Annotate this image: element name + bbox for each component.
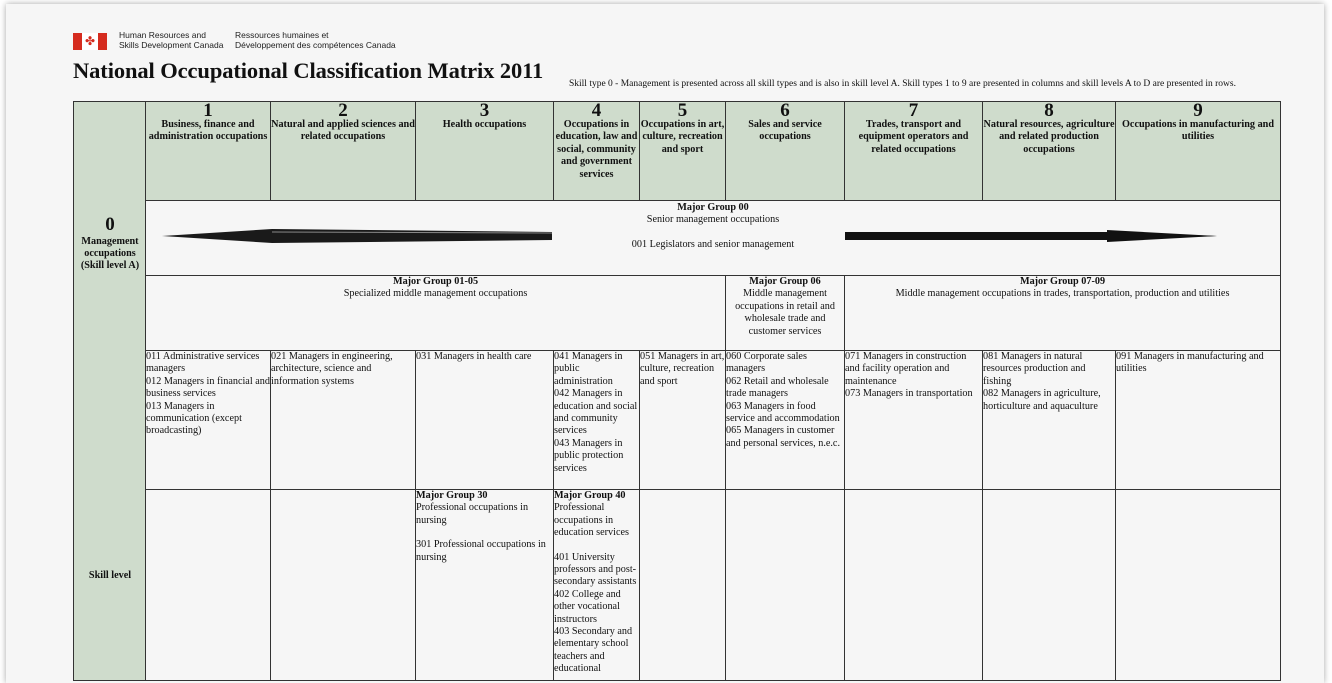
dept-name-en: Human Resources and Skills Development Canada bbox=[119, 30, 224, 50]
unit-groups-col-2: 021 Managers in engineering, architecture, science and information systems bbox=[271, 351, 416, 490]
canada-flag-icon: ✤ bbox=[73, 33, 107, 50]
major-group-00-title: Major Group 00 bbox=[677, 202, 749, 213]
unit-groups-col-4: 041 Managers in public administration 042 Managers in education and social and community services 043 Managers in public protection services bbox=[554, 351, 640, 490]
column-header-8: 8 Natural resources, agriculture and related production occupations bbox=[983, 102, 1116, 201]
column-header-6: 6 Sales and service occupations bbox=[726, 102, 845, 201]
noc-matrix-table bbox=[73, 101, 1281, 681]
major-group-00 bbox=[146, 201, 1281, 276]
right-arrow-icon bbox=[845, 229, 1217, 243]
unit-groups-col-9: 091 Managers in manufacturing and utilities bbox=[1116, 351, 1281, 490]
column-header-5: 5 Occupations in art, culture, recreation and sport bbox=[640, 102, 726, 201]
major-group-07-09: Major Group 07-09 Middle management occupations in trades, transportation, production and utilities bbox=[845, 276, 1281, 351]
level-a-col-8 bbox=[983, 490, 1116, 681]
major-group-30: Major Group 30 Professional occupations in nursing 301 Professional occupations in nursing bbox=[416, 490, 554, 681]
unit-groups-col-7: 071 Managers in construction and facility operation and maintenance 073 Managers in transportation bbox=[845, 351, 983, 490]
major-group-01-05: Major Group 01-05 Specialized middle management occupations bbox=[146, 276, 726, 351]
column-header-3: 3 Health occupations bbox=[416, 102, 554, 201]
management-unit-groups-row bbox=[74, 351, 1281, 490]
column-header-2: 2 Natural and applied sciences and related occupations bbox=[271, 102, 416, 201]
level-a-col-1 bbox=[146, 490, 271, 681]
middle-management-row bbox=[74, 276, 1281, 351]
skill-level-a-row bbox=[74, 490, 1281, 681]
level-a-col-5 bbox=[640, 490, 726, 681]
skill-level-next-label: Skill level bbox=[88, 570, 132, 581]
level-a-col-2 bbox=[271, 490, 416, 681]
page-title: National Occupational Classification Matrix 2011 bbox=[73, 58, 544, 83]
unit-groups-col-3: 031 Managers in health care bbox=[416, 351, 554, 490]
column-header-7: 7 Trades, transport and equipment operators and related occupations bbox=[845, 102, 983, 201]
unit-groups-col-1: 011 Administrative services managers 012 Managers in financial and business services 013 Managers in communication (except broadcasting) bbox=[146, 351, 271, 490]
level-a-col-7 bbox=[845, 490, 983, 681]
matrix-page bbox=[6, 4, 1324, 683]
unit-groups-col-6: 060 Corporate sales managers 062 Retail and wholesale trade managers 063 Managers in food service and accommodation 065 Managers in customer and personal services, n.e.c. bbox=[726, 351, 845, 490]
major-group-06: Major Group 06 Middle management occupations in retail and wholesale trade and customer services bbox=[726, 276, 845, 351]
dept-name-fr: Ressources humaines et Développement des compétences Canada bbox=[235, 30, 396, 50]
column-header-9: 9 Occupations in manufacturing and utilities bbox=[1116, 102, 1281, 201]
unit-group-001: 001 Legislators and senior management bbox=[631, 239, 795, 250]
column-header-4: 4 Occupations in education, law and social, community and government services bbox=[554, 102, 640, 201]
column-header-row bbox=[74, 102, 1281, 201]
unit-groups-col-5: 051 Managers in art, culture, recreation and sport bbox=[640, 351, 726, 490]
level-a-col-9 bbox=[1116, 490, 1281, 681]
unit-groups-col-8: 081 Managers in natural resources production and fishing 082 Managers in agriculture, horticulture and aquaculture bbox=[983, 351, 1116, 490]
matrix-note: Skill type 0 - Management is presented across all skill types and is also in skill level A. Skill types 1 to 9 are presented in columns and skill levels A to D are presented in rows. bbox=[569, 79, 1236, 89]
level-a-col-6 bbox=[726, 490, 845, 681]
skill-level-column bbox=[74, 102, 146, 681]
major-group-40: Major Group 40 Professional occupations in education services 401 University professors and post-secondary assistants 402 College and other vocational instructors 403 Secondary and elementary school teachers and educational bbox=[554, 490, 640, 681]
column-header-1: 1 Business, finance and administration occupations bbox=[146, 102, 271, 201]
skill-level-0-label: 0 Management occupations (Skill level A) bbox=[80, 214, 140, 271]
major-group-00-name: Senior management occupations bbox=[646, 214, 780, 226]
major-group-00-row bbox=[74, 201, 1281, 276]
